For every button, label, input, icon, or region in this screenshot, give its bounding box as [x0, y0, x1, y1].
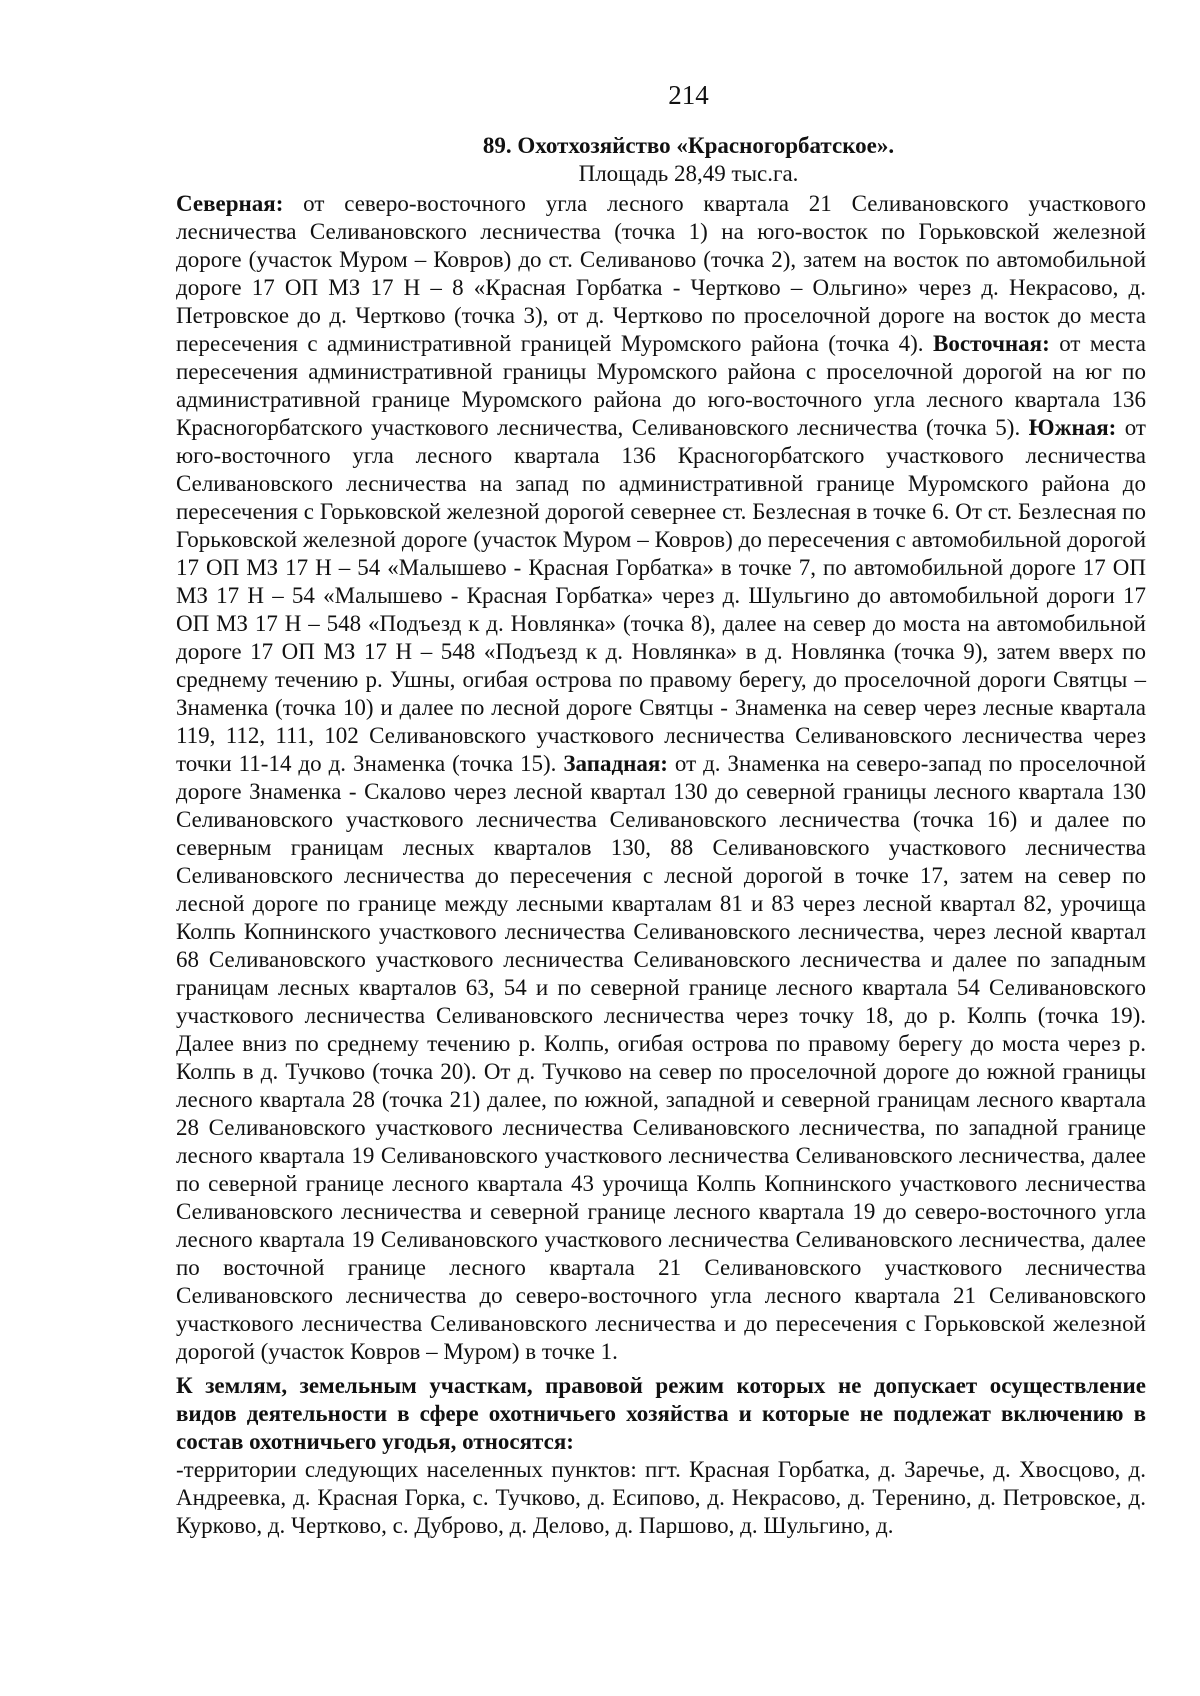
east-label: Восточная:	[933, 331, 1050, 356]
section-title: 89. Охотхозяйство «Красногорбатское».	[482, 133, 895, 158]
east-text: от места пересечения административной границы Муромского района с проселочной дорогой на юг по административной границе Муромского района до юго-восточного угла лесного квартала 136 Красногорбатского участкового лесничества, Селивановского лесничества (точка 5).	[176, 331, 1146, 440]
north-text: от северо-восточного угла лесного квартала 21 Селивановского участкового лесничества Селивановского лесничества (точка 1) на юго-восток по Горьковской железной дороге (участок Муром – Ковров) до ст. Селиваново (точка 2), затем на восток по автомобильной дороге 17 ОП МЗ 17 Н – 8 «Красная Горбатка - Чертково – Ольгино» через д. Некрасово, д. Петровское до д. Чертково (точка 3), от д. Чертково по проселочной дороге на восток до места пересечения с административной границей Муромского района (точка 4).	[176, 191, 1146, 356]
west-text: от д. Знаменка на северо-запад по проселочной дороге Знаменка - Скалово через лесной квартал 130 до северной границы лесного квартала 130 Селивановского участкового лесничества Селивановского лесничества (точка 16) и далее по северным границам лесных кварталов 130, 88 Селивановского участкового лесничества Селивановского лесничества до пересечения с лесной дорогой в точке 17, затем на север по лесной дороге по границе между лесными кварталам 81 и 83 через лесной квартал 82, урочища Колпь Копнинского участкового лесничества Селивановского лесничества, через лесной квартал 68 Селивановского участкового лесничества Селивановского лесничества и далее по западным границам лесных кварталов 63, 54 и по северной границе лесного квартала 54 Селивановского участкового лесничества Селивановского лесничества через точку 18, до р. Колпь (точка 19). Далее вниз по среднему течению р. Колпь, огибая острова по правому берегу до моста через р. Колпь в д. Тучково (точка 20). От д. Тучково на север по проселочной дороге до южной границы лесного квартала 28 (точка 21) далее, по южной, западной и северной границам лесного квартала 28 Селивановского участкового лесничества Селивановского лесничества, по западной границе лесного квартала 19 Селивановского участкового лесничества Селивановского лесничества, далее по северной границе лесного квартала 43 урочища Колпь Копнинского участкового лесничества Селивановского лесничества и северной границе лесного квартала 19 до северо-восточного угла лесного квартала 19 Селивановского участкового лесничества Селивановского лесничества, далее по восточной границе лесного квартала 21 Селивановского участкового лесничества Селивановского лесничества до северо-восточного угла лесного квартала 21 Селивановского участкового лесничества Селивановского лесничества и до пересечения с Горьковской железной дорогой (участок Ковров – Муром) в точке 1.	[176, 751, 1146, 1364]
south-text: от юго-восточного угла лесного квартала 136 Красногорбатского участкового лесничества Селивановского лесничества на запад по административной границе Муромского района до пересечения с Горьковской железной дорогой севернее ст. Безлесная в точке 6. От ст. Безлесная по Горьковской железной дороге (участок Муром – Ковров) до пересечения с автомобильной дорогой 17 ОП МЗ 17 Н – 54 «Малышево - Красная Горбатка» в точке 7, по автомобильной дороге 17 ОП МЗ 17 Н – 54 «Малышево - Красная Горбатка» через д. Шульгино до автомобильной дороги 17 ОП МЗ 17 Н – 548 «Подъезд к д. Новлянка» (точка 8), далее на север до моста на автомобильной дороге 17 ОП МЗ 17 Н – 548 «Подъезд к д. Новлянка» в д. Новлянка (точка 9), затем вверх по среднему течению р. Ушны, огибая острова по правому берегу, до проселочной дороги Святцы – Знаменка (точка 10) и далее по лесной дороге Святцы - Знаменка на север через лесные квартала 119, 112, 111, 102 Селивановского участкового лесничества Селивановского лесничества через точки 11-14 до д. Знаменка (точка 15).	[176, 415, 1146, 776]
south-label: Южная:	[1028, 415, 1117, 440]
exclusions-heading: К землям, земельным участкам, правовой режим которых не допускает осуществление видов деятельности в сфере охотничьего хозяйства и которые не подлежат включению в состав охотничьего угодья, относятся:	[176, 1373, 1146, 1454]
area-line: Площадь 28,49 тыс.га.	[578, 161, 799, 186]
boundaries-paragraph	[176, 190, 1146, 1366]
page-number: 214	[668, 80, 709, 110]
document-page	[176, 78, 1146, 1540]
north-label: Северная:	[176, 191, 284, 216]
exclusions-item: -территории следующих населенных пунктов: пгт. Красная Горбатка, д. Заречье, д. Хвосцово, д. Андреевка, д. Красная Горка, с. Тучково, д. Есипово, д. Некрасово, д. Теренино, д. Петровское, д. Курково, д. Чертково, с. Дуброво, д. Делово, д. Паршово, д. Шульгино, д.	[176, 1457, 1146, 1538]
west-label: Западная:	[563, 751, 668, 776]
